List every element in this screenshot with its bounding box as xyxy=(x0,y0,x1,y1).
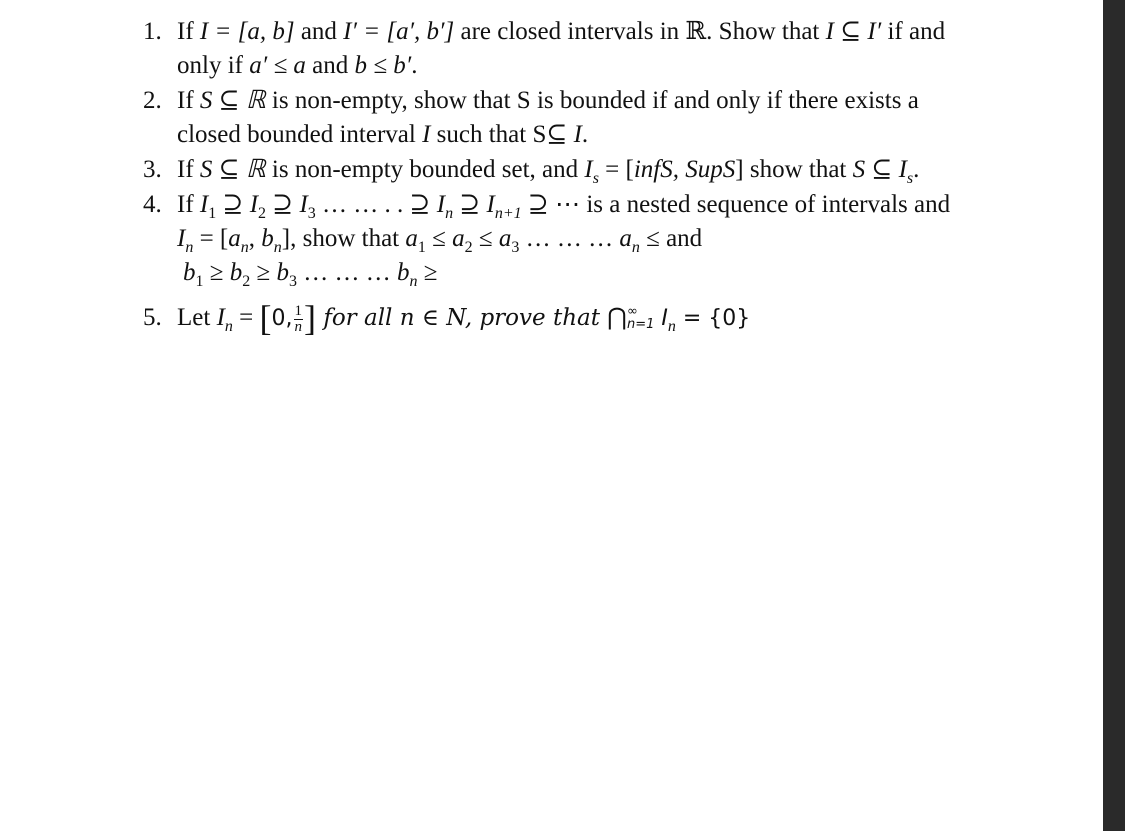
math-sub: s xyxy=(592,170,599,187)
left-bracket: [ xyxy=(259,298,272,338)
math-var: I xyxy=(654,306,668,331)
text: is non-empty, show that S is bounded if and only if there exists a xyxy=(265,87,919,114)
text: are closed intervals in ℝ. Show that xyxy=(454,18,826,45)
text: If xyxy=(177,87,200,114)
math-var: a xyxy=(619,225,632,252)
math-sub: 3 xyxy=(307,205,316,222)
italic-statement: for all n ∈ N, prove that xyxy=(316,305,608,331)
problem-4-line-1 xyxy=(143,188,1043,222)
math-op: … … … xyxy=(519,225,620,252)
problem-4-line-2 xyxy=(143,222,1043,256)
text: only if xyxy=(177,52,250,79)
math-sub: 2 xyxy=(464,239,473,256)
math-op: ⊇ xyxy=(216,191,250,218)
text: ], show that xyxy=(281,225,406,252)
text: ] show that xyxy=(735,156,853,183)
problem-2-line-1 xyxy=(143,84,1043,118)
math-sub: 1 xyxy=(208,205,217,222)
text: ⊇ ⋯ is a nested sequence of intervals and xyxy=(521,191,951,218)
math-var: a xyxy=(452,225,465,252)
math-sub: n xyxy=(445,205,454,222)
math-var: I xyxy=(199,191,209,218)
math-op: … … . . ⊇ xyxy=(315,191,437,218)
math-var: I xyxy=(486,191,495,218)
math-sub: n xyxy=(667,318,676,335)
problem-2-line-2 xyxy=(143,118,1043,152)
math-var: I xyxy=(216,304,225,331)
math-var: I xyxy=(573,121,582,148)
math-var: b xyxy=(229,259,243,286)
math-sub: n xyxy=(224,318,233,335)
text: and xyxy=(294,18,344,45)
math-sub: n xyxy=(409,273,418,290)
big-intersection xyxy=(607,303,654,331)
fraction-one-over-n xyxy=(294,304,304,335)
math-sub: 1 xyxy=(195,273,204,290)
math-sub: n xyxy=(273,239,282,256)
fraction-numerator: 1 xyxy=(294,302,303,319)
problem-1-line-1 xyxy=(143,15,1043,49)
problem-1 xyxy=(143,15,1043,83)
text: = [ xyxy=(598,156,634,183)
math-op: ≥ xyxy=(417,259,438,286)
math-sub: n xyxy=(185,239,194,256)
math-var: b xyxy=(261,225,274,252)
problem-1-number: 1. xyxy=(143,18,162,45)
math-sub: 3 xyxy=(511,239,520,256)
problem-4-number: 4. xyxy=(143,191,162,218)
math-sub: 2 xyxy=(258,205,267,222)
math-i-s xyxy=(584,156,599,187)
math-var: b xyxy=(276,259,289,286)
problem-4-line-3 xyxy=(143,256,1043,290)
problem-5-number: 5. xyxy=(143,304,162,331)
math-inf-sup: infS, SupS xyxy=(633,156,736,183)
text: is non-empty bounded set, and xyxy=(265,156,585,183)
math-sub: n+1 xyxy=(494,205,522,222)
math-subset: I ⊆ I′ xyxy=(825,18,882,45)
text: If xyxy=(177,18,200,45)
math-sub: 1 xyxy=(417,239,426,256)
intersection-lower: n=1 xyxy=(626,317,655,332)
math-op: = [ xyxy=(193,225,229,252)
math-sub: 2 xyxy=(242,273,251,290)
math-op: ≥ xyxy=(203,259,230,286)
math-op: ≥ xyxy=(250,259,277,286)
text: such that S⊆ xyxy=(430,121,574,148)
text: if and xyxy=(881,18,946,45)
math-op: ≤ xyxy=(472,225,499,252)
text: ≤ and xyxy=(639,225,703,252)
math-var: a xyxy=(405,225,418,252)
text: . xyxy=(581,121,589,148)
math-var: b xyxy=(183,259,196,286)
math-zero: 0, xyxy=(271,306,293,331)
text: If xyxy=(177,191,200,218)
math-var: S ⊆ I xyxy=(852,156,907,183)
text: and xyxy=(305,52,355,79)
math-inequality: a′ ≤ a xyxy=(249,52,306,79)
math-sub: 3 xyxy=(288,273,297,290)
math-var: I xyxy=(436,191,446,218)
problem-5 xyxy=(143,298,1043,338)
math-var: b xyxy=(396,259,410,286)
math-op: , xyxy=(248,225,262,252)
math-op: = xyxy=(232,304,260,331)
math-var: I xyxy=(177,225,186,252)
math-result: = {0} xyxy=(675,306,751,331)
math-var: I xyxy=(422,121,431,148)
math-op: ⊇ xyxy=(266,191,300,218)
math-op: ≤ xyxy=(425,225,453,252)
text: Let xyxy=(177,304,217,331)
text: . xyxy=(411,52,418,79)
problem-3-line-1 xyxy=(143,153,1043,187)
math-subset-is xyxy=(852,156,914,187)
math-interval-i: I = [a, b] xyxy=(199,18,295,45)
right-bracket: ] xyxy=(304,298,317,338)
text: closed bounded interval xyxy=(177,121,423,148)
math-op: … … … xyxy=(296,259,397,286)
math-subset: S ⊆ ℝ xyxy=(199,87,266,114)
math-op: ⊇ xyxy=(453,191,487,218)
scrollbar[interactable] xyxy=(1103,0,1125,831)
math-subset: S ⊆ ℝ xyxy=(199,156,266,183)
intersection-symbol: ⋂ xyxy=(607,303,627,331)
problem-5-line-1 xyxy=(143,298,1043,338)
problem-2-number: 2. xyxy=(143,87,162,114)
problem-3 xyxy=(143,153,1043,187)
problem-1-line-2 xyxy=(143,49,1043,83)
math-var: a xyxy=(228,225,241,252)
math-sub: n xyxy=(631,239,640,256)
math-var: a xyxy=(498,225,512,252)
fraction-denominator: n xyxy=(294,318,303,335)
text: If xyxy=(177,156,200,183)
math-var: I xyxy=(584,156,593,183)
problem-2 xyxy=(143,84,1043,152)
text: . xyxy=(913,156,920,183)
math-inequality: b ≤ b′ xyxy=(354,52,412,79)
problem-3-number: 3. xyxy=(143,156,162,183)
math-interval-i-prime: I′ = [a′, b′] xyxy=(343,18,455,45)
intersection-upper: ∞ xyxy=(626,304,638,319)
math-var: I xyxy=(299,191,308,218)
math-sub: n xyxy=(240,239,249,256)
problem-4 xyxy=(143,188,1043,290)
math-var: I xyxy=(249,191,259,218)
math-sub: s xyxy=(906,170,914,187)
